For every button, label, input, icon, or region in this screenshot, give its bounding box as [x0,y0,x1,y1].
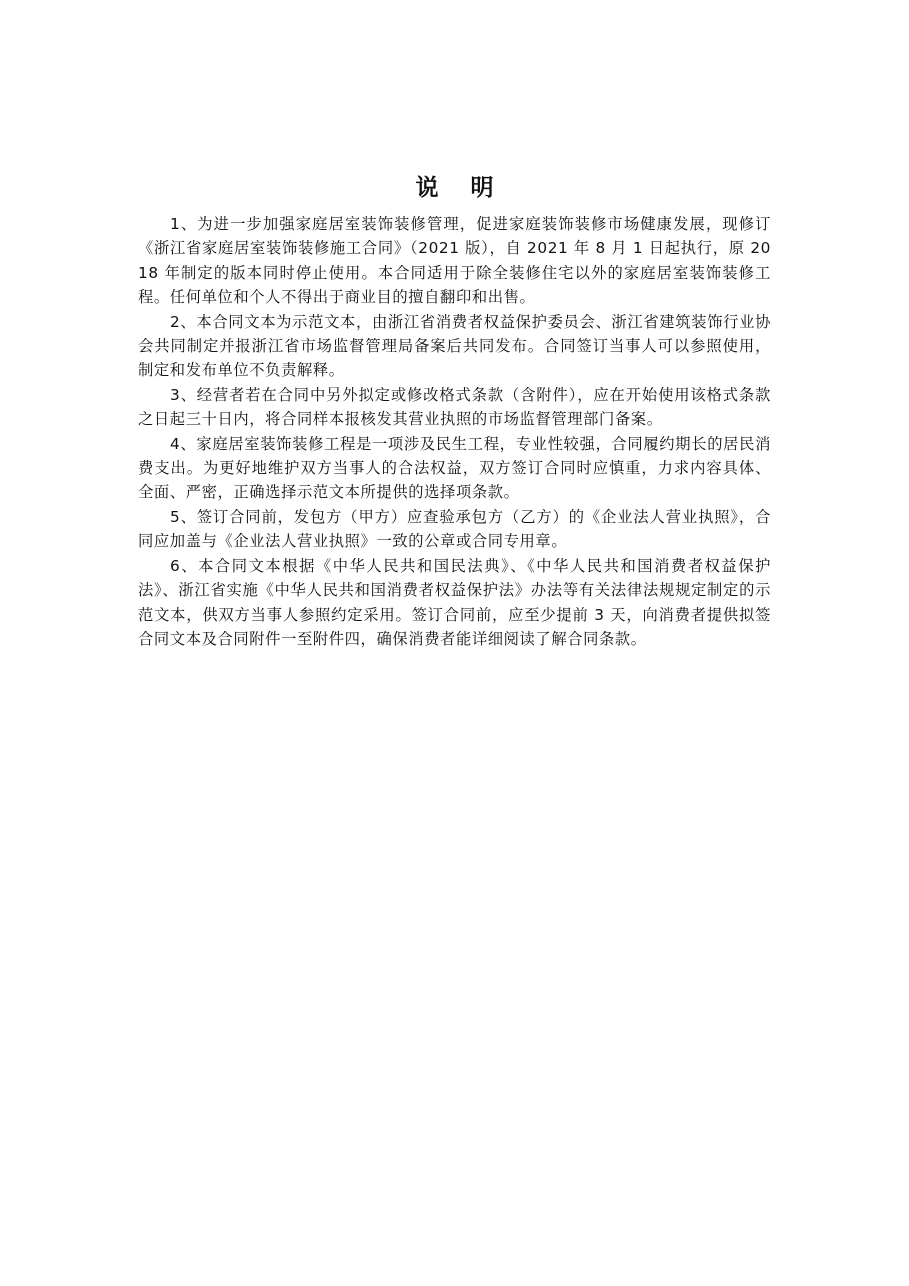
page-title: 说 明 [415,174,506,201]
paragraph-1: 1、为进一步加强家庭居室装饰装修管理，促进家庭装饰装修市场健康发展，现修订《浙江省家庭居室装饰装修施工合同》（2021 版），自 2021 年 8 月 1 日起执行，原 2018 年制定的版本同时停止使用。本合同适用于除全装修住宅以外的家庭居室装饰装修工程。任何单位和个人不得出于商业目的擅自翻印和出售。 [138,215,771,307]
paragraph-5: 5、签订合同前，发包方（甲方）应查验承包方（乙方）的《企业法人营业执照》，合同应加盖与《企业法人营业执照》一致的公章或合同专用章。 [138,507,771,551]
paragraph-2: 2、本合同文本为示范文本，由浙江省消费者权益保护委员会、浙江省建筑装饰行业协会共同制定并报浙江省市场监督管理局备案后共同发布。合同签订当事人可以参照使用，制定和发布单位不负责解释。 [138,312,771,380]
paragraph-3: 3、经营者若在合同中另外拟定或修改格式条款（含附件），应在开始使用该格式条款之日起三十日内，将合同样本报核发其营业执照的市场监督管理部门备案。 [138,385,771,429]
paragraph-6: 6、本合同文本根据《中华人民共和国民法典》、《中华人民共和国消费者权益保护法》、浙江省实施《中华人民共和国消费者权益保护法》办法等有关法律法规规定制定的示范文本，供双方当事人参照约定采用。签订合同前，应至少提前 3 天，向消费者提供拟签合同文本及合同附件一至附件四，确保消费者能详细阅读了解合同条款。 [138,556,771,648]
instructions-body [138,212,771,651]
paragraph-4: 4、家庭居室装饰装修工程是一项涉及民生工程，专业性较强，合同履约期长的居民消费支出。为更好地维护双方当事人的合法权益，双方签订合同时应慎重，力求内容具体、全面、严密，正确选择示范文本所提供的选择项条款。 [138,434,771,502]
